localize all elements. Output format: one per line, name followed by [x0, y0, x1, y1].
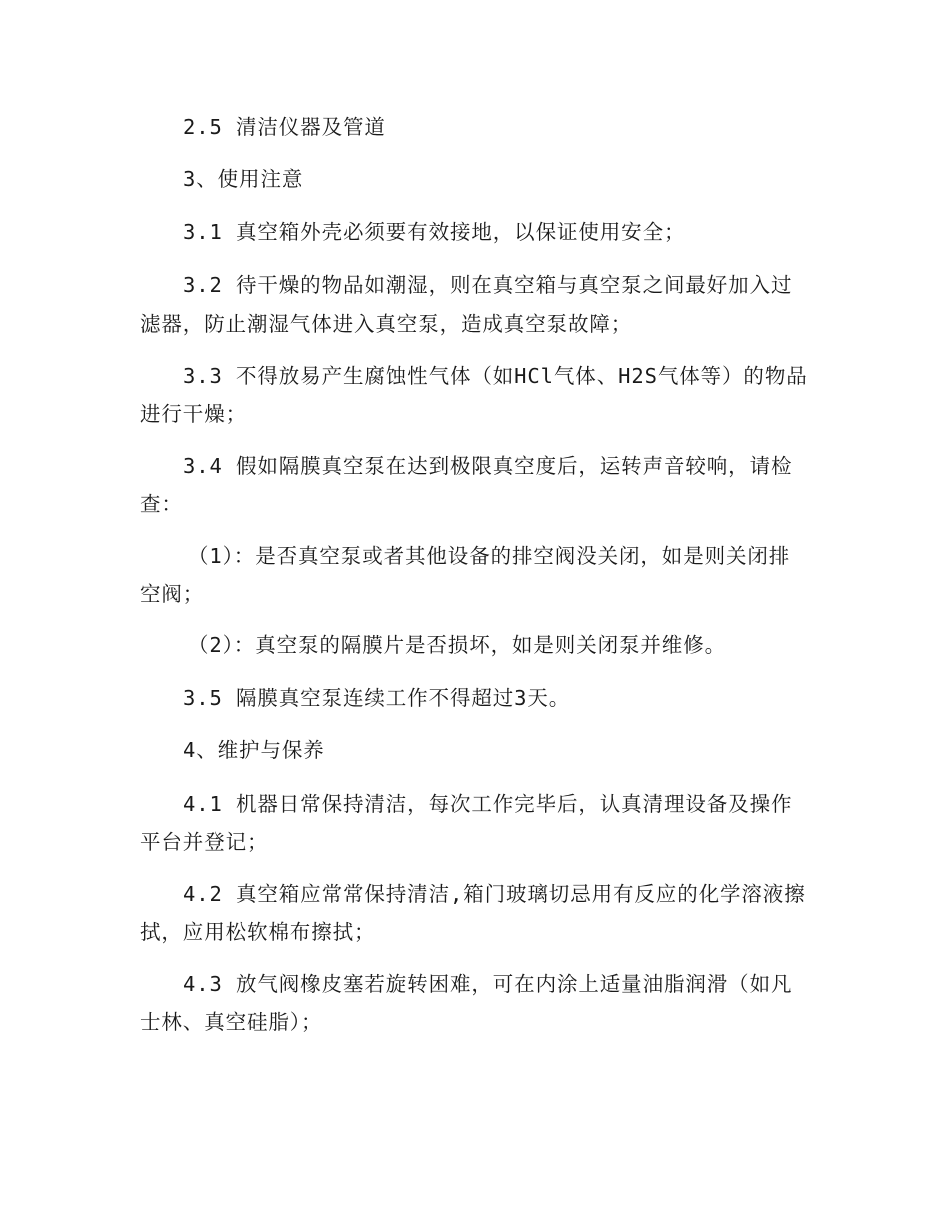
list-item-1-line1: （1）：是否真空泵或者其他设备的排空阀没关闭，如是则关闭排	[188, 544, 791, 568]
paragraph-4-1-line1: 4.1 机器日常保持清洁，每次工作完毕后，认真清理设备及操作	[183, 792, 793, 816]
paragraph-3-2-line2: 滤器，防止潮湿气体进入真空泵，造成真空泵故障；	[140, 312, 633, 336]
paragraph-3-2-line1: 3.2 待干燥的物品如潮湿，则在真空箱与真空泵之间最好加入过	[183, 273, 793, 297]
paragraph-3-1: 3.1 真空箱外壳必须要有效接地，以保证使用安全；	[183, 220, 686, 244]
paragraph-4-1-line2: 平台并登记；	[140, 830, 269, 854]
paragraph-4-3-line1: 4.3 放气阀橡皮塞若旋转困难，可在内涂上适量油脂润滑（如凡	[183, 972, 793, 996]
section-heading-4: 4、维护与保养	[183, 738, 325, 762]
paragraph-3-3-line2: 进行干燥；	[140, 402, 247, 426]
paragraph-3-4-line1: 3.4 假如隔膜真空泵在达到极限真空度后，运转声音较响，请检	[183, 454, 793, 478]
list-item-1-line2: 空阀；	[140, 582, 205, 606]
paragraph-3-4-line2: 查：	[140, 492, 183, 516]
paragraph-4-2-line2: 拭，应用松软棉布擦拭；	[140, 920, 376, 944]
list-item-2: （2）：真空泵的隔膜片是否损坏，如是则关闭泵并维修。	[188, 633, 726, 657]
paragraph-3-3-line1: 3.3 不得放易产生腐蚀性气体（如HCl气体、H2S气体等）的物品	[183, 364, 808, 388]
section-heading-3: 3、使用注意	[183, 167, 304, 191]
paragraph-4-3-line2: 士林、真空硅脂）；	[140, 1010, 323, 1034]
paragraph-2-5: 2.5 清洁仪器及管道	[183, 115, 386, 139]
paragraph-4-2-line1: 4.2 真空箱应常常保持清洁,箱门玻璃切忌用有反应的化学溶液擦	[183, 882, 806, 906]
paragraph-3-5: 3.5 隔膜真空泵连续工作不得超过3天。	[183, 686, 571, 710]
